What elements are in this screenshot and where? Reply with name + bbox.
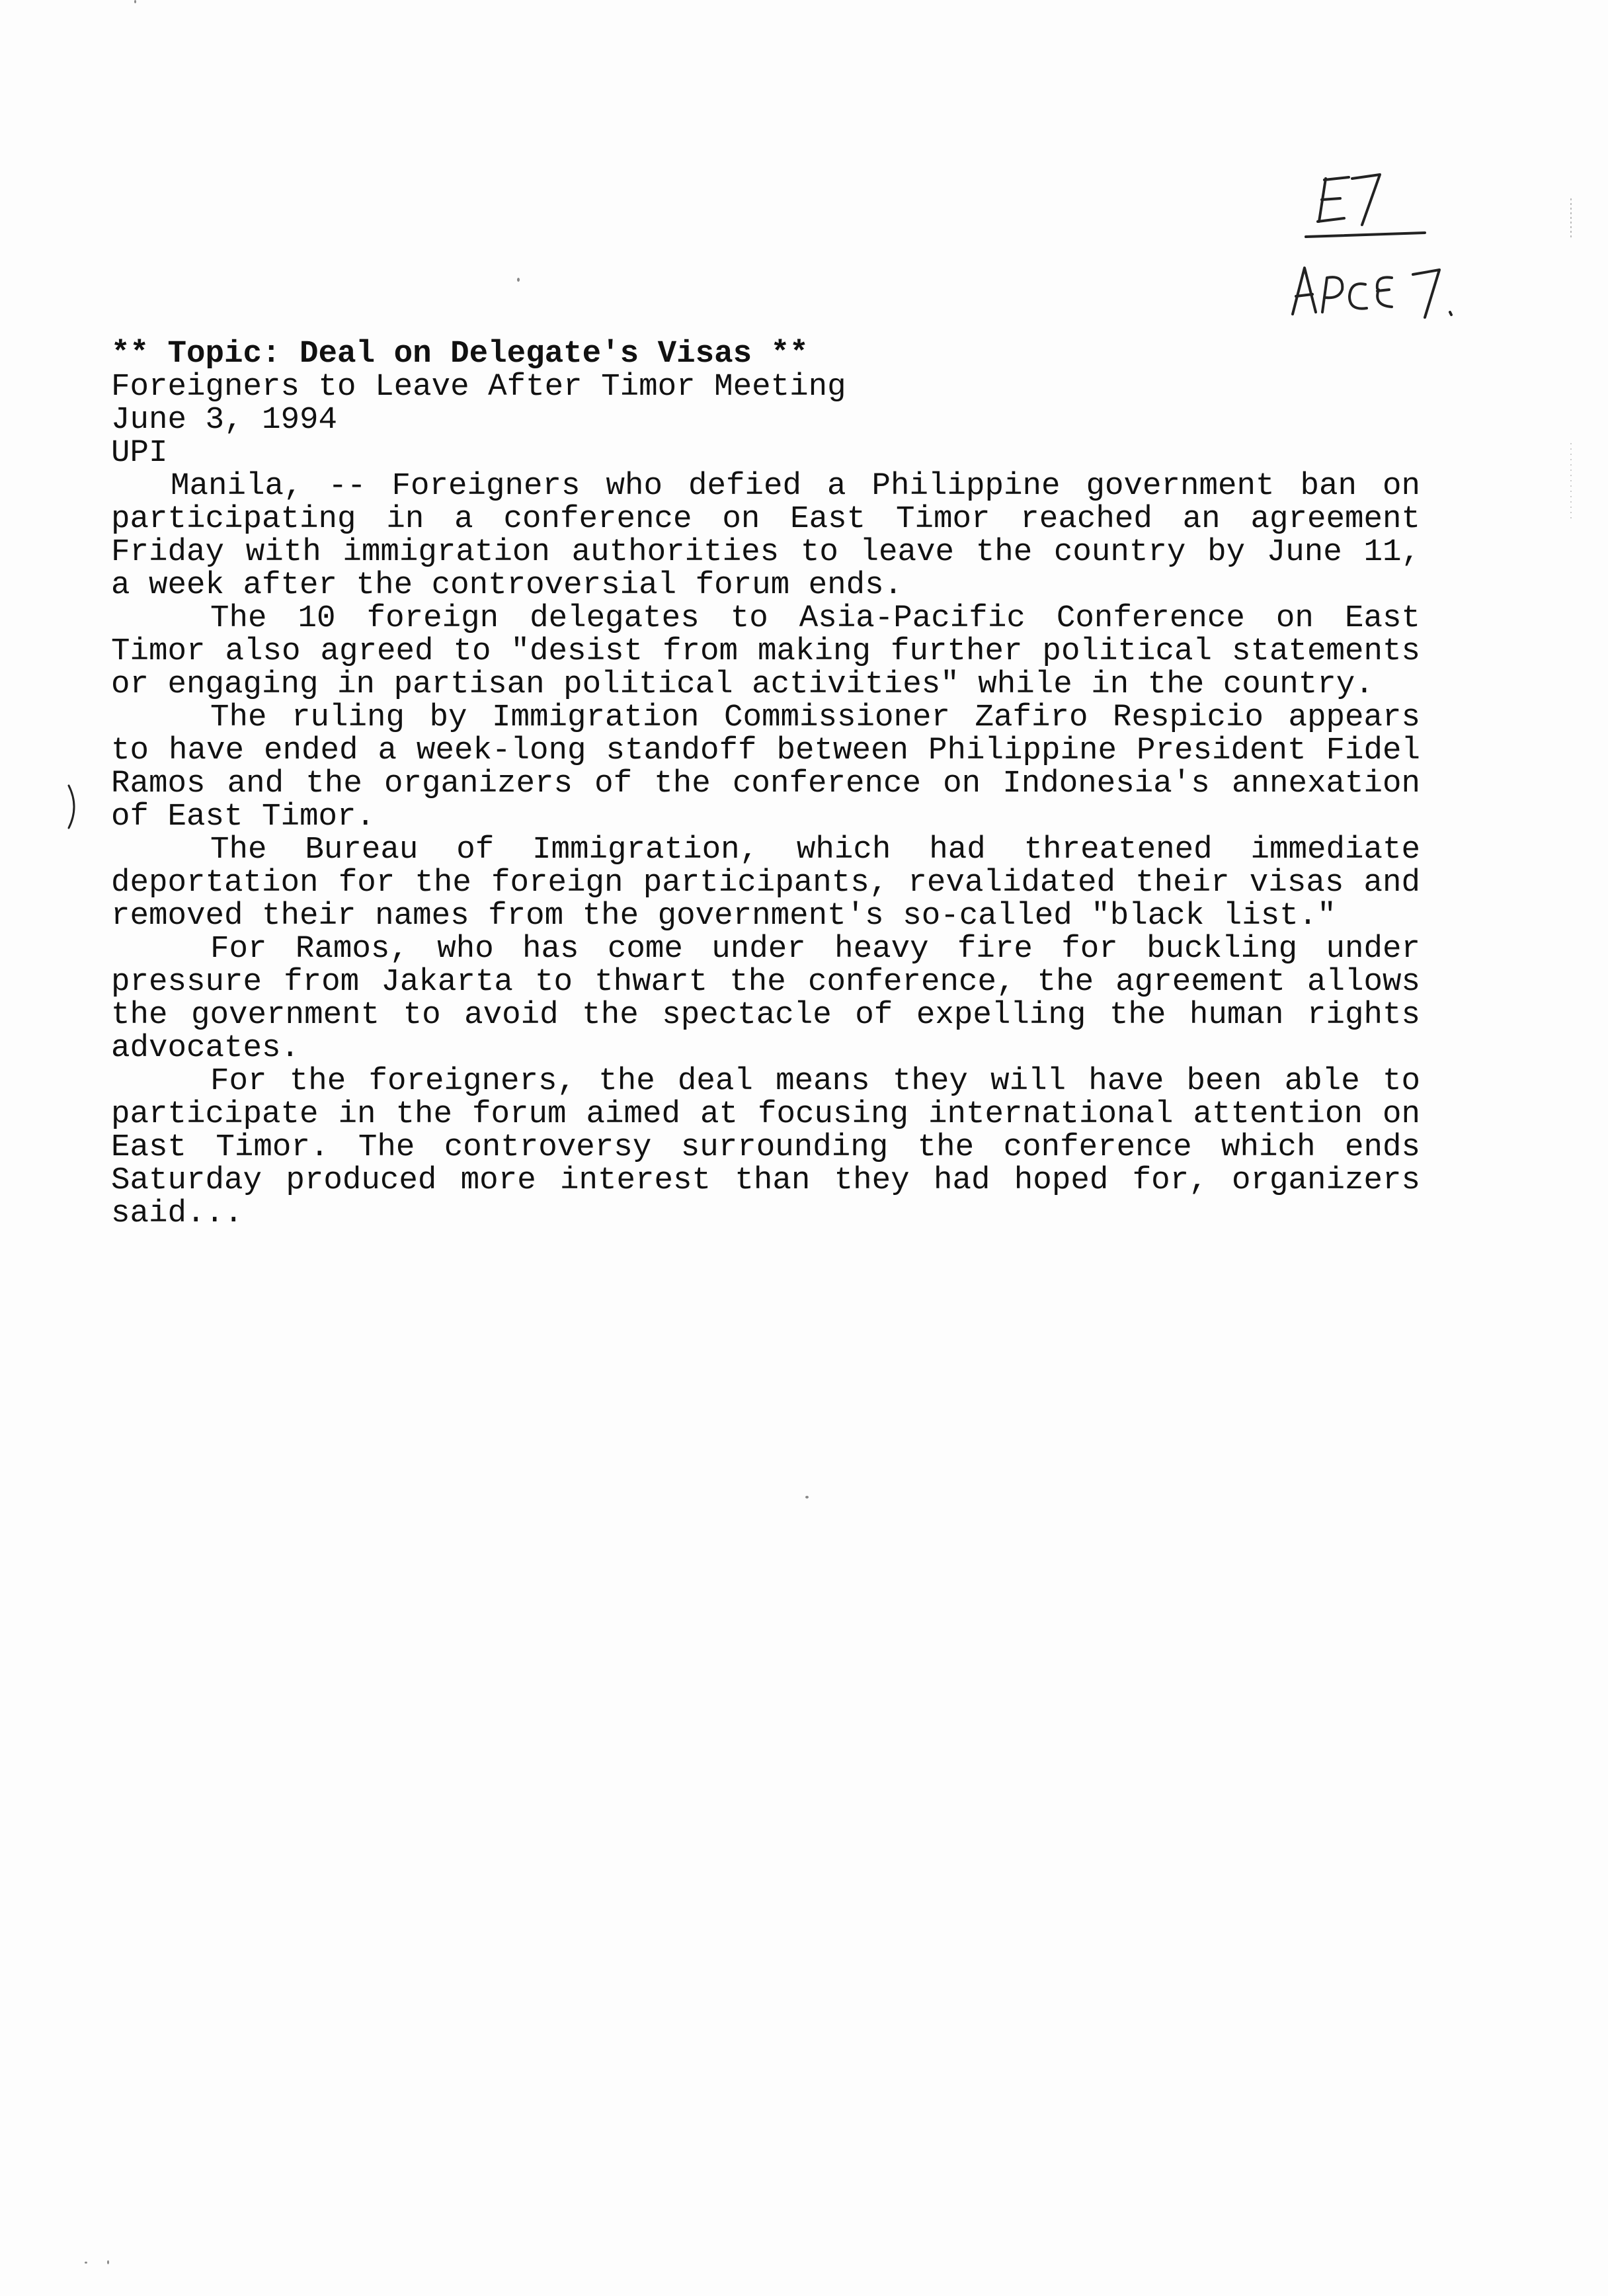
scan-speck [134, 0, 136, 3]
article-title: Foreigners to Leave After Timor Meeting [111, 369, 846, 405]
edge-scan-mark [1567, 443, 1575, 522]
paragraph: The ruling by Immigration Commissioner Zafiro Respicio appears to have ended a week-long standoff between Philippine President Fidel Ramos and the organizers of the conference on Indonesia's annexation of East Timor. [111, 700, 1420, 835]
topic-heading: ** Topic: Deal on Delegate's Visas ** [111, 336, 809, 372]
article-source: UPI [111, 435, 168, 471]
paragraph: The 10 foreign delegates to Asia-Pacific Conference on East Timor also agreed to "desist from making further political statements or engaging in partisan political activities" while in the country. [111, 600, 1420, 702]
paragraph: For Ramos, who has come under heavy fire for buckling under pressure from Jakarta to thwart the conference, the agreement allows the government to avoid the spectacle of expelling the human rights advocates. [111, 931, 1420, 1066]
scan-speck [85, 2262, 87, 2264]
margin-bracket-mark [63, 780, 83, 833]
scan-speck [107, 2260, 109, 2264]
handwritten-annotation [1226, 159, 1491, 331]
handwritten-annotation-drawing [1226, 159, 1491, 331]
article [111, 337, 1420, 1230]
paragraph: Manila, -- Foreigners who defied a Philippine government ban on participating in a conference on East Timor reached an agreement Friday with immigration authorities to leave the country by June 11, a week after the controversial forum ends. [111, 468, 1420, 603]
article-date: June 3, 1994 [111, 402, 338, 438]
paragraph: The Bureau of Immigration, which had threatened immediate deportation for the foreign participants, revalidated their visas and removed their names from the government's so-called "black list." [111, 832, 1420, 934]
scan-speck [805, 1496, 809, 1498]
paragraph: For the foreigners, the deal means they will have been able to participate in the forum aimed at focusing international attention on East Timor. The controversy surrounding the conference which ends Saturday produced more interest than they had hoped for, organizers said... [111, 1063, 1420, 1231]
scan-speck [517, 278, 520, 282]
edge-scan-mark [1567, 198, 1575, 238]
